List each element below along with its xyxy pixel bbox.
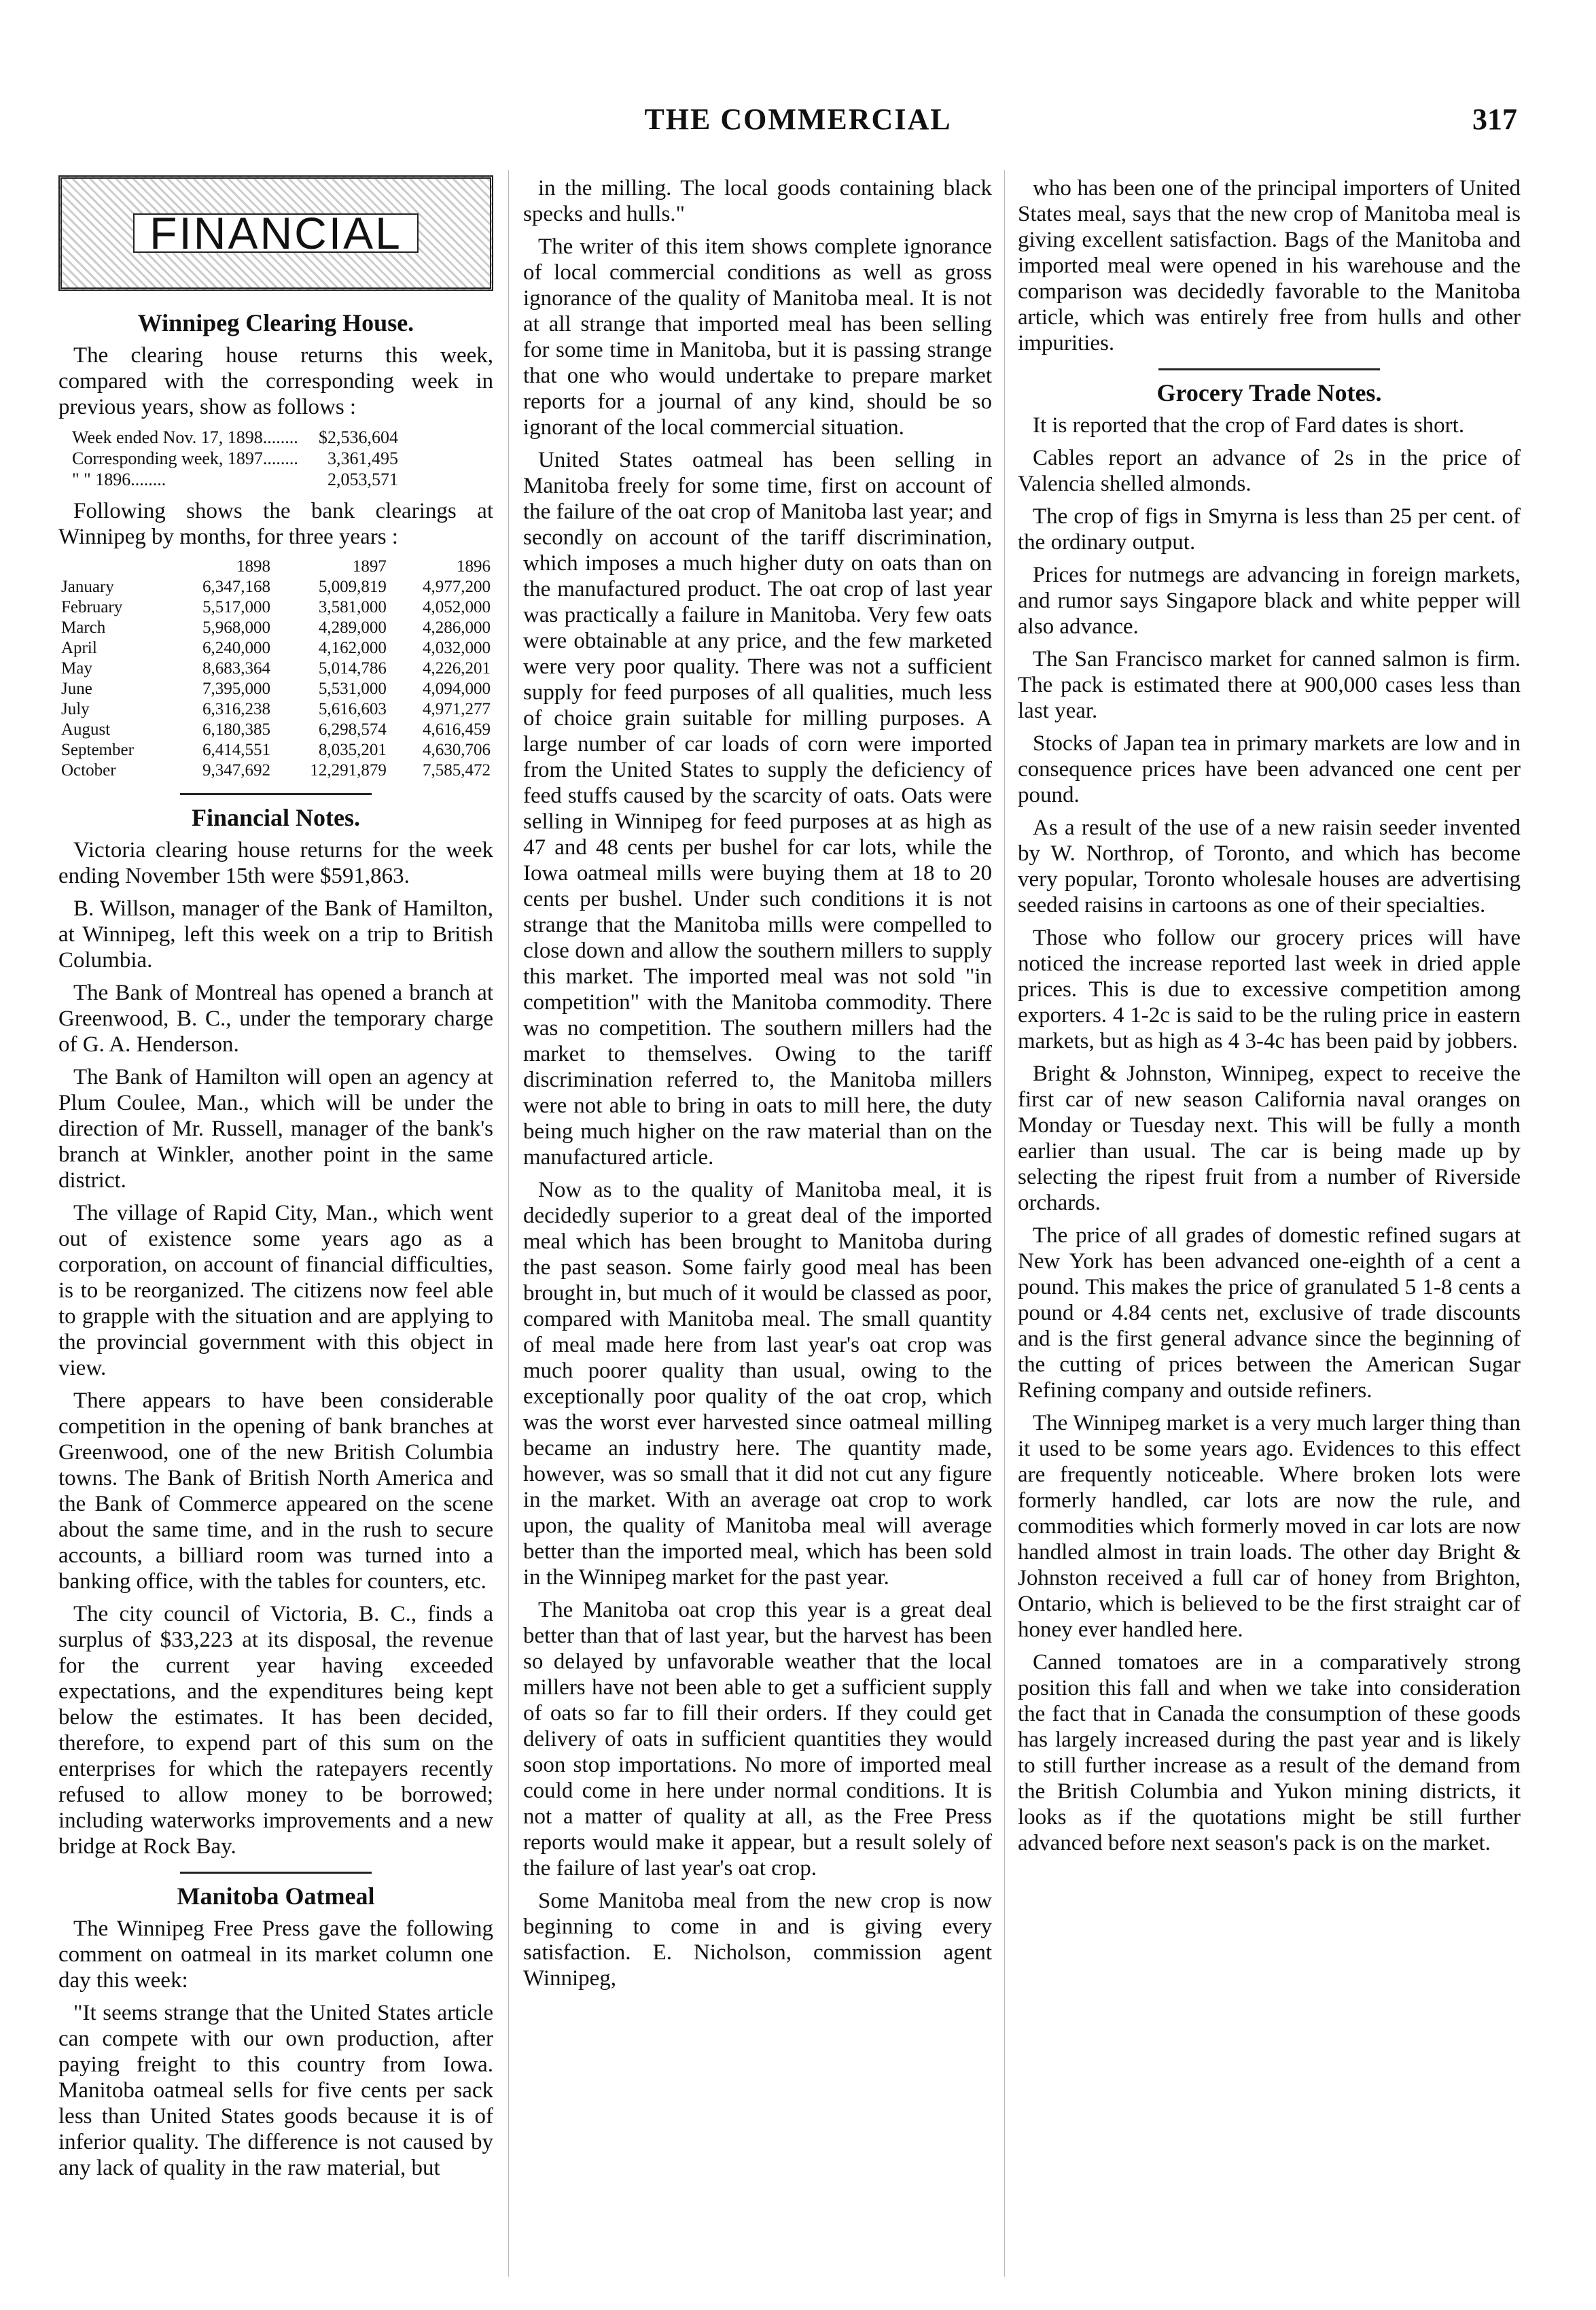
column-header: 1897: [352, 557, 387, 576]
paragraph: United States oatmeal has been selling in Manitoba freely for some time, first on account of the failure of the oat crop of Manitoba last year; and secondly on account of the tariff discrimination, which imposes a much higher duty on oats than on the manufactured product. The oat crop of last year was practically a failure in Manitoba. Very few oats were obtainable at any price, and the few marketed were very poor quality. There was not a sufficient supply for feed purposes of all qualities, much less of choice grain suitable for milling purposes. A large number of car loads of corn were imported from the United States to supply the deficiency of feed stuffs caused by the scarcity of oats. Oats were selling in Winnipeg for feed purposes at as high as 47 and 48 cents per bushel for car lots, while the Iowa oatmeal mills were buying them at 18 to 20 cents per bushel. Under such conditions it is not strange that the Manitoba mills were compelled to close down and allow the southern millers to supply this market. The imported meal was not sold "in competition" with the Manitoba commodity. There was no competition. The southern millers had the market to themselves. Owing to the tariff discrimination referred to, the Manitoba millers were not able to bring in oats to mill here, the duty being much higher on the raw material than on the manufactured article.: [523, 448, 992, 1170]
weekly-clearings: [72, 427, 493, 490]
month-cell: May: [61, 659, 92, 678]
paragraph: Bright & Johnston, Winnipeg, expect to receive the first car of new season California naval oranges on Monday or Tuesday next. This will be fully a month earlier than usual. The car is being made up by selecting the ripest fruit from a number of Riverside orchards.: [1018, 1062, 1521, 1215]
section-heading: Manitoba Oatmeal: [177, 1883, 375, 1910]
month-cell: February: [61, 598, 123, 616]
value-cell: 5,009,819: [318, 578, 387, 596]
section-rule: [1158, 368, 1380, 370]
section-rule: [180, 1872, 372, 1874]
paragraph: It is reported that the crop of Fard dates is short.: [1033, 413, 1465, 438]
paragraph: Canned tomatoes are in a comparatively strong position this fall and when we take into consideration the fact that in Canada the consumption of these goods has largely increased during the past year and is likely to still further increase as a result of the demand from the British Columbia and Yukon mining districts, it looks as if the quotations might be still further advanced before next season's pack is on the market.: [1018, 1650, 1521, 1855]
value-cell: 8,035,201: [318, 741, 387, 759]
paragraph: Now as to the quality of Manitoba meal, it is decidedly superior to a great deal of the imported meal which has been brought to Manitoba during the past season. Some fairly good meal has been brought in, but much of it would be classed as poor, compared with Manitoba meal. The small quantity of meal made here from last year's oat crop was much poorer quality than usual, owing to the exceptionally poor quality of the oat crop, which was the worst ever harvested since oatmeal milling became an industry here. The quantity made, however, was so small that it did not cut any figure in the market. With an average oat crop to work upon, the quality of Manitoba meal will average better than the imported meal, which has been sold in the Winnipeg market for the past year.: [523, 1178, 992, 1590]
paragraph: The Winnipeg Free Press gave the following comment on oatmeal in its market column one day this week:: [58, 1917, 493, 1993]
value-cell: 6,347,168: [202, 578, 271, 596]
paragraph: The Bank of Hamilton will open an agency at Plum Coulee, Man., which will be under the direction of Mr. Russell, manager of the bank's branch at Winkler, another point in the same district.: [58, 1065, 493, 1193]
page-number: 317: [1472, 103, 1517, 136]
paragraph: Following shows the bank clearings at Winnipeg by months, for three years :: [58, 499, 493, 549]
value-cell: 7,585,472: [423, 761, 491, 780]
financial-banner-label: FINANCIAL: [133, 213, 419, 253]
paragraph: Stocks of Japan tea in primary markets are low and in consequence prices have been advanced one cent per pound.: [1018, 731, 1521, 807]
column-2: [523, 175, 992, 2275]
value-cell: 4,094,000: [423, 680, 491, 698]
financial-banner: [58, 175, 493, 291]
value-cell: 4,226,201: [423, 659, 491, 678]
column-3: [1018, 175, 1521, 2275]
table-row: [58, 720, 493, 740]
paragraph: Victoria clearing house returns for the week ending November 15th were $591,863.: [58, 838, 493, 888]
value-cell: 4,289,000: [318, 618, 387, 637]
table-row: [58, 679, 493, 699]
paragraph: in the milling. The local goods containing black specks and hulls.": [523, 176, 992, 226]
month-cell: July: [61, 700, 90, 718]
month-cell: September: [61, 741, 134, 759]
month-cell: March: [61, 618, 106, 637]
column-header: 1896: [457, 557, 491, 576]
month-cell: October: [61, 761, 116, 780]
month-cell: January: [61, 578, 114, 596]
paragraph: Those who follow our grocery prices will have noticed the increase reported last week in dried apple prices. This is due to excessive competition among exporters. 4 1-2c is said to be the ruling price in eastern markets, but as high as 4 3-4c has been paid by jobbers.: [1018, 926, 1521, 1053]
paragraph: The Manitoba oat crop this year is a great deal better than that of last year, but the harvest has been so delayed by unfavorable weather that the local millers have not been able to get a sufficient supply of oats so far to fill their orders. If they could get delivery of oats in sufficient quantities they would soon stop importations. No more of imported meal could come in here under normal conditions. It is not a matter of quality at all, as the Free Press reports would make it appear, but a result solely of the failure of last year's oat crop.: [523, 1598, 992, 1880]
weekly-row: Corresponding week, 1897........ 3,361,495: [72, 449, 398, 468]
paragraph: The Bank of Montreal has opened a branch at Greenwood, B. C., under the temporary charge of G. A. Henderson.: [58, 981, 493, 1057]
page-header-title: THE COMMERCIAL: [644, 103, 952, 136]
value-cell: 4,162,000: [318, 639, 387, 657]
value-cell: 3,581,000: [318, 598, 387, 616]
table-row: [58, 760, 493, 781]
value-cell: 4,977,200: [423, 578, 491, 596]
value-cell: 9,347,692: [202, 761, 271, 780]
weekly-row: " " 1896........ 2,053,571: [72, 470, 398, 489]
paragraph: The writer of this item shows complete ignorance of local commercial conditions as well as gross ignorance of the quality of Manitoba meal. It is not at all strange that imported meal has been selling for some time in Manitoba, but it is passing strange that one who would undertake to prepare market reports for a journal of any kind, should be so ignorant of the local commercial situation.: [523, 234, 992, 440]
section-heading: Financial Notes.: [192, 804, 360, 831]
value-cell: 4,630,706: [423, 741, 491, 759]
paragraph: The clearing house returns this week, compared with the corresponding week in previous years, show as follows :: [58, 343, 493, 419]
table-row: [58, 577, 493, 597]
column-1: [58, 175, 493, 2275]
value-cell: 4,032,000: [423, 639, 491, 657]
paragraph: The city council of Victoria, B. C., finds a surplus of $33,223 at its disposal, the revenue for the current year having exceeded expectations, and the expenditures being kept below the estimates. It has been decided, therefore, to expend part of this sum on the enterprises for which the ratepayers recently refused to allow money to be borrowed; including waterworks improvements and a new bridge at Rock Bay.: [58, 1602, 493, 1859]
month-cell: June: [61, 680, 92, 698]
value-cell: 6,316,238: [202, 700, 271, 718]
table-row: [58, 659, 493, 679]
paragraph: There appears to have been considerable competition in the opening of bank branches at Greenwood, one of the new British Columbia towns. The Bank of British North America and the Bank of Commerce appeared on the scene about the same time, and in the rush to secure accounts, a billiard room was turned into a banking office, with the tables for counters, etc.: [58, 1388, 493, 1594]
paragraph: Cables report an advance of 2s in the price of Valencia shelled almonds.: [1018, 446, 1521, 496]
value-cell: 12,291,879: [310, 761, 387, 780]
paragraph: The San Francisco market for canned salmon is firm. The pack is estimated there at 900,000 cases less than last year.: [1018, 647, 1521, 723]
value-cell: 6,180,385: [202, 720, 271, 739]
table-row: [58, 597, 493, 618]
table-row: [58, 699, 493, 720]
paragraph: "It seems strange that the United States article can compete with our own production, after paying freight to this country from Iowa. Manitoba oatmeal sells for five cents per sack less than United States goods because it is of inferior quality. The difference is not caused by any lack of quality in the raw material, but: [58, 2001, 493, 2180]
column-header: 1898: [236, 557, 271, 576]
paragraph: The village of Rapid City, Man., which went out of existence some years ago as a corporation, on account of financial difficulties, is to be reorganized. The citizens now feel able to grapple with the situation and are applying to the provincial government with this object in view.: [58, 1201, 493, 1380]
value-cell: 5,014,786: [318, 659, 387, 678]
table-row: [58, 638, 493, 659]
value-cell: 6,414,551: [202, 741, 271, 759]
value-cell: 5,517,000: [202, 598, 271, 616]
paragraph: The crop of figs in Smyrna is less than 25 per cent. of the ordinary output.: [1018, 504, 1521, 555]
table-row: [58, 740, 493, 760]
paragraph: The Winnipeg market is a very much larger thing than it used to be some years ago. Evidences to this effect are frequently noticeable. Where broken lots were formerly handled, car lots are now the rule, and commodities which formerly moved in car lots are now handled almost in train loads. The other day Bright & Johnston received a full car of honey from Brighton, Ontario, which is believed to be the first straight car of honey ever handled here.: [1018, 1411, 1521, 1642]
value-cell: 5,968,000: [202, 618, 271, 637]
value-cell: 7,395,000: [202, 680, 271, 698]
paragraph: The price of all grades of domestic refined sugars at New York has been advanced one-eighth of a cent a pound. This makes the price of granulated 5 1-8 cents a pound or 4.84 cents net, exclusive of trade discounts and is the first general advance since the beginning of the cutting of prices between the American Sugar Refining company and outside refiners.: [1018, 1223, 1521, 1403]
column-divider: [1004, 170, 1005, 2277]
value-cell: 4,052,000: [423, 598, 491, 616]
value-cell: 6,298,574: [318, 720, 387, 739]
monthly-clearings-table: [58, 557, 493, 781]
paragraph: Prices for nutmegs are advancing in foreign markets, and rumor says Singapore black and white pepper will also advance.: [1018, 563, 1521, 639]
weekly-row: Week ended Nov. 17, 1898........ $2,536,604: [72, 427, 398, 447]
column-divider: [508, 170, 509, 2277]
paragraph: As a result of the use of a new raisin seeder invented by W. Northrop, of Toronto, and which has become very popular, Toronto wholesale houses are advertising seeded raisins in cartoons as one of their specialties.: [1018, 816, 1521, 917]
value-cell: 6,240,000: [202, 639, 271, 657]
paragraph: B. Willson, manager of the Bank of Hamilton, at Winnipeg, left this week on a trip to British Columbia.: [58, 896, 493, 973]
table-row: [58, 618, 493, 638]
paragraph: Some Manitoba meal from the new crop is now beginning to come in and is giving every satisfaction. E. Nicholson, commission agent Winnipeg,: [523, 1889, 992, 1991]
value-cell: 4,971,277: [423, 700, 491, 718]
paragraph: who has been one of the principal importers of United States meal, says that the new crop of Manitoba meal is giving excellent satisfaction. Bags of the Manitoba and imported meal were opened in his warehouse and the comparison was decidedly favorable to the Manitoba article, which was entirely free from hulls and other impurities.: [1018, 176, 1521, 355]
section-rule: [180, 793, 372, 795]
section-heading: Grocery Trade Notes.: [1156, 379, 1382, 406]
value-cell: 8,683,364: [202, 659, 271, 678]
month-cell: August: [61, 720, 111, 739]
value-cell: 4,286,000: [423, 618, 491, 637]
section-heading: Winnipeg Clearing House.: [137, 309, 414, 336]
value-cell: 4,616,459: [423, 720, 491, 739]
month-cell: April: [61, 639, 97, 657]
value-cell: 5,616,603: [318, 700, 387, 718]
table-header-row: [58, 557, 493, 577]
value-cell: 5,531,000: [318, 680, 387, 698]
